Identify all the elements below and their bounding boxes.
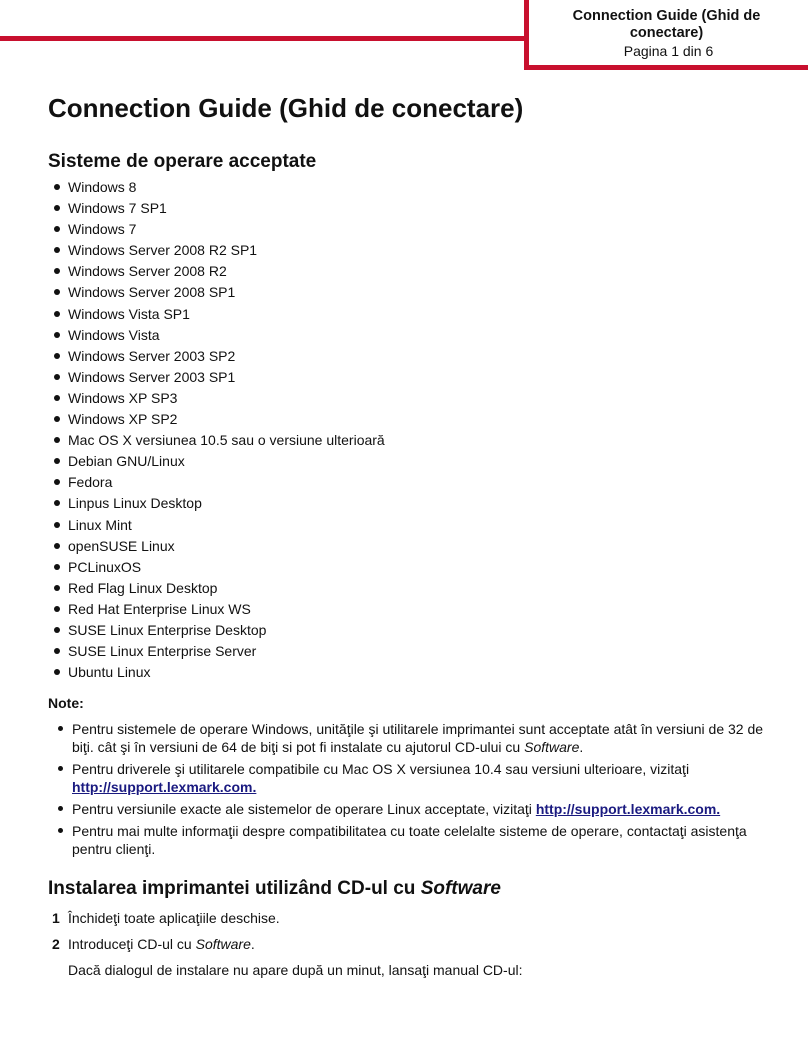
supported-os-list (48, 177, 385, 683)
page-number: Pagina 1 din 6 (623, 43, 714, 59)
step-text: Închideţi toate aplicaţiile deschise. (68, 910, 280, 926)
os-list-item: SUSE Linux Enterprise Server (48, 641, 385, 662)
os-list-item: Windows 7 SP1 (48, 198, 385, 219)
os-list-item: Debian GNU/Linux (48, 451, 385, 472)
os-list-item: Windows XP SP3 (48, 388, 385, 409)
step-number: 2 (52, 936, 60, 952)
os-list-item: Windows XP SP2 (48, 409, 385, 430)
step-emphasis: Software (195, 936, 251, 952)
install-heading-text: Instalarea imprimantei utilizând CD-ul cu (48, 878, 421, 899)
os-list-item: Windows Vista (48, 325, 385, 346)
step-item (48, 935, 768, 979)
os-list-item: Windows Vista SP1 (48, 304, 385, 325)
os-list-item: SUSE Linux Enterprise Desktop (48, 620, 385, 641)
note-emphasis: Software (524, 739, 580, 755)
support-link[interactable]: http://support.lexmark.com. (72, 779, 257, 795)
note-text-end: . (579, 739, 584, 755)
step-number: 1 (52, 910, 60, 926)
os-list-item: Windows Server 2003 SP1 (48, 367, 385, 388)
os-list-item: Windows Server 2008 R2 (48, 261, 385, 282)
supported-os-heading: Sisteme de operare acceptate (48, 151, 317, 172)
note-item (54, 822, 766, 858)
note-text: Pentru mai multe informaţii despre compatibilitatea cu toate celelalte sisteme de operare, contactaţi asistenţa pentru clienţi. (72, 823, 747, 857)
step-subtext: Dacă dialogul de instalare nu apare după un minut, lansaţi manual CD-ul: (68, 962, 523, 978)
install-steps (48, 909, 768, 987)
os-list-item: Windows 7 (48, 219, 385, 240)
os-list-item: Ubuntu Linux (48, 662, 385, 683)
note-item (54, 760, 766, 796)
os-list-item: PCLinuxOS (48, 557, 385, 578)
os-list-item: Windows Server 2003 SP2 (48, 346, 385, 367)
note-item (54, 720, 766, 756)
install-heading-emphasis: Software (420, 878, 501, 899)
note-text: Pentru versiunile exacte ale sistemelor de operare Linux acceptate, vizitaţi (72, 801, 536, 817)
install-heading (48, 877, 501, 901)
step-item (48, 909, 768, 927)
header-rule (0, 36, 528, 41)
step-text: Introduceţi CD-ul cu (68, 936, 196, 952)
os-list-item: Linux Mint (48, 515, 385, 536)
notes-list (54, 720, 766, 862)
os-list-item: openSUSE Linux (48, 536, 385, 557)
os-list-item: Windows Server 2008 SP1 (48, 282, 385, 303)
os-list-item: Fedora (48, 472, 385, 493)
note-item (54, 800, 766, 818)
os-list-item: Linpus Linux Desktop (48, 493, 385, 514)
support-link[interactable]: http://support.lexmark.com. (535, 801, 721, 817)
note-text: Pentru driverele şi utilitarele compatibile cu Mac OS X versiunea 10.4 sau versiuni ulterioare, vizitaţi (72, 761, 690, 777)
step-text-end: . (250, 936, 255, 952)
notes-label: Note: (48, 695, 84, 711)
os-list-item: Mac OS X versiunea 10.5 sau o versiune ulterioară (48, 430, 385, 451)
note-text: Pentru sistemele de operare Windows, unităţile şi utilitarele imprimantei sunt acceptate atât în versiuni de 32 de biţi. cât şi în versiuni de 64 de biţi si pot fi instalate cu ajutorul CD-ului cu (72, 721, 764, 755)
os-list-item: Windows Server 2008 R2 SP1 (48, 240, 385, 261)
document-title: Connection Guide (Ghid de conectare) (48, 93, 524, 123)
os-list-item: Red Flag Linux Desktop (48, 578, 385, 599)
os-list-item: Windows 8 (48, 177, 385, 198)
header-title: Connection Guide (Ghid de conectare) (572, 8, 761, 41)
os-list-item: Red Hat Enterprise Linux WS (48, 599, 385, 620)
page-header (524, 0, 808, 70)
